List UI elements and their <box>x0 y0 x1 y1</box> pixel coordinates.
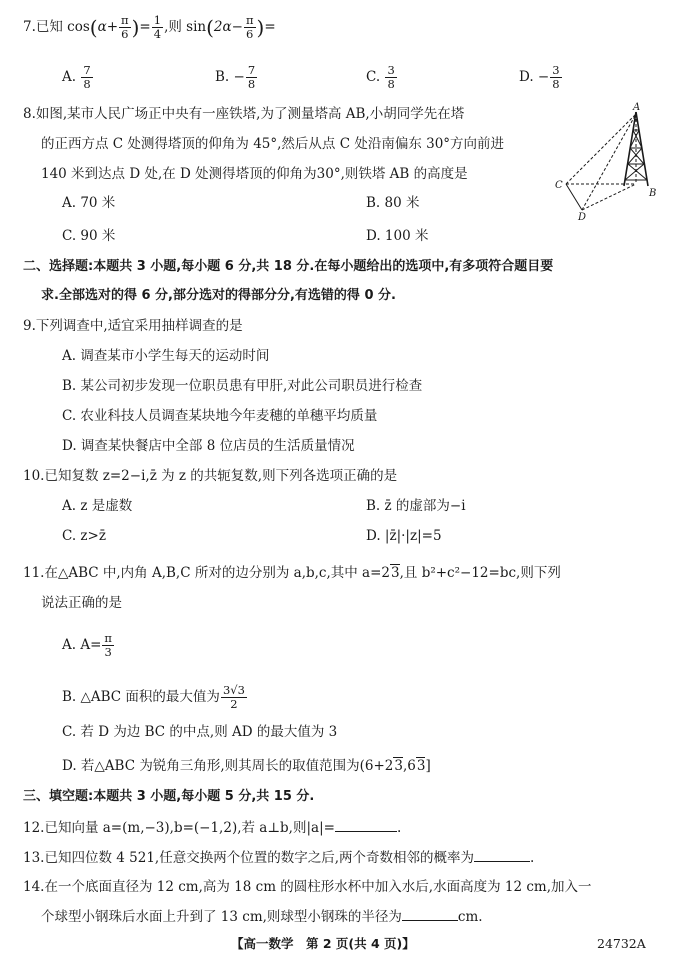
frac-num: 3√3 <box>222 683 245 697</box>
q11-option-b <box>62 684 248 711</box>
q9-option-c: C. 农业科技人员调查某块地今年麦穗的单穗平均质量 <box>62 408 378 424</box>
q8-line2: 的正西方点 C 处测得塔顶的仰角为 45°,然后从点 C 处沿南偏东 30°方向前进 <box>41 136 505 152</box>
q7-paren: ) <box>131 15 140 40</box>
fig-tower-leg-left <box>624 112 636 186</box>
q7-arg: α+ <box>97 19 119 35</box>
q7-option-a <box>62 64 94 91</box>
q10-option-a: A. z 是虚数 <box>62 498 133 514</box>
q10-option-c: C. z>z̄ <box>62 528 106 544</box>
fig-line-cd <box>566 184 582 210</box>
q7-paren: ( <box>89 15 98 40</box>
q12-answer-blank[interactable] <box>335 817 397 832</box>
q7-paren: ) <box>256 15 265 40</box>
q7-option-b <box>215 64 258 91</box>
q7-stem <box>23 14 276 41</box>
q13-answer-blank[interactable] <box>474 847 530 862</box>
fig-label-d: D <box>578 212 587 222</box>
q10-option-d: D. |z̄|·|z|=5 <box>366 528 442 544</box>
q9-option-b: B. 某公司初步发现一位职员患有甲肝,对此公司职员进行检查 <box>62 378 423 394</box>
option-text: D. 若△ABC 为锐角三角形,则其周长的取值范围为(6+2 <box>62 758 394 774</box>
q8-option-a: A. 70 米 <box>62 195 116 211</box>
q10-stem: 10.已知复数 z=2−i,z̄ 为 z 的共轭复数,则下列各选项正确的是 <box>23 468 398 484</box>
q7-frac-den: 6 <box>121 27 129 41</box>
q7-frac-num: 1 <box>153 13 162 27</box>
section3-heading: 三、填空题:本题共 3 小题,每小题 5 分,共 15 分. <box>23 789 315 804</box>
option-label: D. − <box>519 69 550 85</box>
q11-option-d <box>62 756 431 776</box>
option-frac <box>246 64 257 91</box>
q9-stem: 9.下列调查中,适宜采用抽样调查的是 <box>23 318 243 334</box>
frac-den: 3 <box>104 645 112 659</box>
option-label: B. − <box>215 69 245 85</box>
q12-stem: 12.已知向量 a=(m,−3),b=(−1,2),若 a⊥b,则|a|= <box>23 820 335 836</box>
q11-option-a <box>62 632 115 659</box>
section2-line2: 求.全部选对的得 6 分,部分选对的得部分分,有选错的得 0 分. <box>41 288 396 303</box>
q8-option-c: C. 90 米 <box>62 228 116 244</box>
q14-stem: 个球型小钢珠后水面上升到了 13 cm,则球型小钢珠的半径为 <box>41 909 402 925</box>
q8-line1: 8.如图,某市人民广场正中央有一座铁塔,为了测量塔高 AB,小胡同学先在塔 <box>23 106 465 122</box>
q11-text: ,且 b²+c²−12=bc,则下列 <box>399 565 561 581</box>
q13-period: . <box>530 850 535 866</box>
option-frac <box>385 64 396 91</box>
q14-line1: 14.在一个底面直径为 12 cm,高为 18 cm 的圆柱形水杯中加入水后,水面高度为 12 cm,加入一 <box>23 879 592 895</box>
q11-text: 11.在△ABC 中,内角 A,B,C 所对的边分别为 a,b,c,其中 a=2 <box>23 565 391 581</box>
frac-num: 7 <box>83 63 91 77</box>
option-frac <box>221 684 247 711</box>
fig-label-a: A <box>633 102 641 113</box>
q7-frac-pi6b <box>244 14 256 41</box>
exam-code: 24732A <box>597 936 646 951</box>
q7-frac-quarter <box>152 14 163 41</box>
page-footer: 【高一数学 第 2 页(共 4 页)】 <box>231 936 415 951</box>
q7-frac-num: π <box>245 13 254 27</box>
frac-den: 2 <box>230 697 238 711</box>
q7-paren: ( <box>206 15 214 40</box>
frac-den: 8 <box>247 77 256 91</box>
frac-num: 3 <box>387 63 395 77</box>
q7-frac-den: 4 <box>153 27 162 41</box>
q8-option-b: B. 80 米 <box>366 195 420 211</box>
q10-option-b: B. z̄ 的虚部为−i <box>366 498 466 514</box>
option-text: ,6 <box>403 758 416 774</box>
frac-num: 7 <box>247 63 256 77</box>
q7-eq: = <box>139 19 151 35</box>
section2-line1: 二、选择题:本题共 3 小题,每小题 6 分,共 18 分.在每小题给出的选项中,有多项符合题目要 <box>23 259 554 274</box>
q11-line2: 说法正确的是 <box>41 595 122 611</box>
q7-eq2: = <box>264 19 276 35</box>
q8-line3: 140 米到达点 D 处,在 D 处测得塔顶的仰角为30°,则铁塔 AB 的高度是 <box>41 166 468 182</box>
q7-frac-num: π <box>121 13 129 27</box>
q13-text <box>23 847 534 868</box>
option-label: C. <box>366 69 381 85</box>
q7-option-c <box>366 64 398 91</box>
q14-unit: cm. <box>457 909 483 925</box>
frac-num: π <box>104 631 112 645</box>
fig-label-c: C <box>555 180 563 191</box>
fig-label-b: B <box>649 188 657 199</box>
q7-frac-pi6 <box>119 14 131 41</box>
frac-den: 8 <box>83 77 91 91</box>
option-text: B. △ABC 面积的最大值为 <box>62 689 220 705</box>
option-frac <box>102 632 114 659</box>
q7-option-d <box>519 64 563 91</box>
q7-arg2: 2α− <box>213 19 243 35</box>
q8-tower-figure <box>552 100 667 222</box>
option-label: A. <box>62 69 77 85</box>
q11-line1 <box>23 563 561 583</box>
q12-period: . <box>396 820 402 836</box>
q12-text <box>23 817 401 838</box>
sqrt: 3 <box>394 758 403 774</box>
option-frac <box>550 64 561 91</box>
q13-stem: 13.已知四位数 4 521,任意交换两个位置的数字之后,两个奇数相邻的概率为 <box>23 850 474 866</box>
fig-tower-leg-right <box>636 112 648 186</box>
q14-answer-blank[interactable] <box>402 906 458 921</box>
fig-line-db <box>582 184 636 210</box>
q7-frac-den: 6 <box>246 27 254 41</box>
q7-cos: 7.已知 cos <box>23 19 90 35</box>
option-frac <box>81 64 92 91</box>
q11-option-c: C. 若 D 为边 BC 的中点,则 AD 的最大值为 3 <box>62 724 338 740</box>
q8-option-d: D. 100 米 <box>366 228 429 244</box>
frac-den: 8 <box>552 77 560 91</box>
q9-option-a: A. 调查某市小学生每天的运动时间 <box>62 348 270 364</box>
q9-option-d: D. 调查某快餐店中全部 8 位店员的生活质量情况 <box>62 438 355 454</box>
sqrt: 3 <box>416 758 426 774</box>
q11-sqrt: 3 <box>391 565 400 581</box>
option-text: ] <box>425 758 431 774</box>
frac-num: 3 <box>552 63 560 77</box>
frac-den: 8 <box>387 77 395 91</box>
q14-line2 <box>41 906 483 927</box>
option-label: A. A= <box>62 637 102 653</box>
q7-sin: ,则 sin <box>164 19 207 35</box>
